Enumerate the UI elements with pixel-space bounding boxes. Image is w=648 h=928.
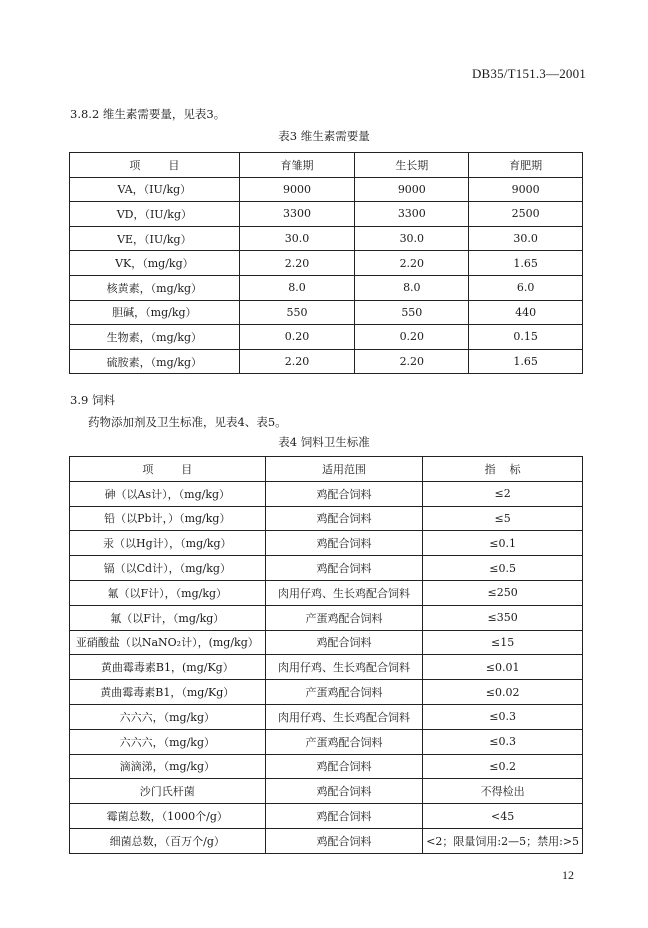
table-cell: 1.65 [469, 349, 583, 374]
table-cell: 30.0 [469, 226, 583, 251]
table-row [70, 704, 583, 729]
table-row [70, 754, 583, 779]
table-cell: 0.20 [355, 325, 469, 350]
table-cell: VK，（mg/kg） [70, 251, 240, 276]
table-row [70, 531, 583, 556]
table-cell: 镉（以Cd计），（mg/kg） [70, 556, 266, 581]
table-cell: 沙门氏杆菌 [70, 779, 266, 804]
table-cell: 肉用仔鸡、生长鸡配合饲料 [265, 655, 423, 680]
column-header: 适用范围 [265, 457, 423, 482]
table-cell: 霉菌总数，（1000个/g） [70, 804, 266, 829]
table-cell: 6.0 [469, 275, 583, 300]
table-cell: 鸡配合饲料 [265, 754, 423, 779]
table-cell: 生物素，（mg/kg） [70, 325, 240, 350]
table-cell: 3300 [355, 202, 469, 227]
table-cell: 氟（以F计，（mg/kg） [70, 605, 266, 630]
table3-body [70, 153, 583, 374]
table-cell: 8.0 [355, 275, 469, 300]
table-cell: 鸡配合饲料 [265, 506, 423, 531]
table-cell: ≤5 [423, 506, 583, 531]
table-row [70, 804, 583, 829]
table-cell: 8.0 [239, 275, 355, 300]
table-cell: 2.20 [355, 349, 469, 374]
section-3-9-text: 药物添加剂及卫生标准，见表4、表5。 [88, 415, 287, 429]
table-cell: 鸡配合饲料 [265, 828, 423, 853]
table-cell: 六六六，（mg/kg） [70, 704, 266, 729]
table-cell: ≤15 [423, 630, 583, 655]
table-row [70, 556, 583, 581]
table-cell: 30.0 [355, 226, 469, 251]
table-cell: 产蛋鸡配合饲料 [265, 680, 423, 705]
table-header-row [70, 153, 583, 178]
table-cell: ≤0.02 [423, 680, 583, 705]
table4-body [70, 457, 583, 854]
table-cell: 不得检出 [423, 779, 583, 804]
table-cell: 黄曲霉毒素B1，（mg/Kg） [70, 680, 266, 705]
table-cell: 9000 [469, 177, 583, 202]
table-cell: 鸡配合饲料 [265, 779, 423, 804]
table-cell: 2.20 [239, 349, 355, 374]
table-cell: 鸡配合饲料 [265, 531, 423, 556]
table-row [70, 349, 583, 374]
table-cell: 铅（以Pb计，）（mg/kg） [70, 506, 266, 531]
table-cell: 550 [355, 300, 469, 325]
feed-hygiene-standard-table [69, 456, 583, 854]
table-cell: VA，（IU/kg） [70, 177, 240, 202]
column-header: 育雏期 [239, 153, 355, 178]
table-cell: 砷（以As计），（mg/kg） [70, 481, 266, 506]
table-cell: <2；限量饲用:2—5；禁用:>5 [423, 828, 583, 853]
table-cell: VE，（IU/kg） [70, 226, 240, 251]
section-3-8-2-text: 3.8.2 维生素需要量，见表3。 [70, 107, 226, 121]
table-row [70, 655, 583, 680]
table-header-row [70, 457, 583, 482]
column-header: 项 目 [70, 457, 266, 482]
table-row [70, 779, 583, 804]
table-cell: 滴滴涕，（mg/kg） [70, 754, 266, 779]
table-row [70, 177, 583, 202]
table-cell: 产蛋鸡配合饲料 [265, 605, 423, 630]
table-cell: 1.65 [469, 251, 583, 276]
table-row [70, 580, 583, 605]
table-cell: ≤250 [423, 580, 583, 605]
table-cell: 鸡配合饲料 [265, 481, 423, 506]
table-cell: ≤0.3 [423, 704, 583, 729]
table-cell: 汞（以Hg计），（mg/kg） [70, 531, 266, 556]
table-cell: 0.20 [239, 325, 355, 350]
document-code: DB35/T151.3—2001 [471, 66, 586, 81]
table-row [70, 275, 583, 300]
table-cell: 亚硝酸盐（以NaNO₂计），(mg/kg） [70, 630, 266, 655]
table-cell: 硫胺素，（mg/kg） [70, 349, 240, 374]
table-cell: ≤0.01 [423, 655, 583, 680]
table-row [70, 202, 583, 227]
column-header: 指 标 [423, 457, 583, 482]
table-cell: ≤0.5 [423, 556, 583, 581]
table4-caption: 表4 饲料卫生标准 [278, 435, 370, 449]
table-row [70, 680, 583, 705]
table-cell: 2.20 [355, 251, 469, 276]
table-cell: 肉用仔鸡、生长鸡配合饲料 [265, 580, 423, 605]
table-cell: 9000 [239, 177, 355, 202]
table-cell: 核黄素，（mg/kg） [70, 275, 240, 300]
page-number: 12 [562, 868, 574, 882]
table-cell: 2.20 [239, 251, 355, 276]
table-cell: 细菌总数，（百万个/g） [70, 828, 266, 853]
table-row [70, 506, 583, 531]
table-cell: 鸡配合饲料 [265, 630, 423, 655]
table-cell: 肉用仔鸡、生长鸡配合饲料 [265, 704, 423, 729]
table-cell: 氟（以F计），（mg/kg） [70, 580, 266, 605]
table-cell: 六六六，（mg/kg） [70, 729, 266, 754]
table-cell: 黄曲霉毒素B1，(mg/Kg） [70, 655, 266, 680]
table-row [70, 630, 583, 655]
table-row [70, 325, 583, 350]
section-3-9-heading: 3.9 饲料 [70, 393, 115, 407]
table-row [70, 481, 583, 506]
table-cell: 440 [469, 300, 583, 325]
table-cell: 产蛋鸡配合饲料 [265, 729, 423, 754]
table-cell: 鸡配合饲料 [265, 804, 423, 829]
table-cell: 鸡配合饲料 [265, 556, 423, 581]
column-header: 育肥期 [469, 153, 583, 178]
table-row [70, 605, 583, 630]
table-cell: 胆碱，（mg/kg） [70, 300, 240, 325]
table-row [70, 828, 583, 853]
table-cell: ≤2 [423, 481, 583, 506]
vitamin-requirement-table [69, 152, 583, 374]
column-header: 项 目 [70, 153, 240, 178]
table-cell: 2500 [469, 202, 583, 227]
table-cell: <45 [423, 804, 583, 829]
table-cell: 3300 [239, 202, 355, 227]
table-row [70, 729, 583, 754]
table-row [70, 300, 583, 325]
table-row [70, 226, 583, 251]
table-row [70, 251, 583, 276]
table-cell: ≤350 [423, 605, 583, 630]
table-cell: 9000 [355, 177, 469, 202]
table-cell: ≤0.3 [423, 729, 583, 754]
table-cell: 0.15 [469, 325, 583, 350]
table-cell: VD，（IU/kg） [70, 202, 240, 227]
table3-caption: 表3 维生素需要量 [278, 129, 370, 143]
table-cell: ≤0.1 [423, 531, 583, 556]
table-cell: 30.0 [239, 226, 355, 251]
table-cell: ≤0.2 [423, 754, 583, 779]
column-header: 生长期 [355, 153, 469, 178]
table-cell: 550 [239, 300, 355, 325]
